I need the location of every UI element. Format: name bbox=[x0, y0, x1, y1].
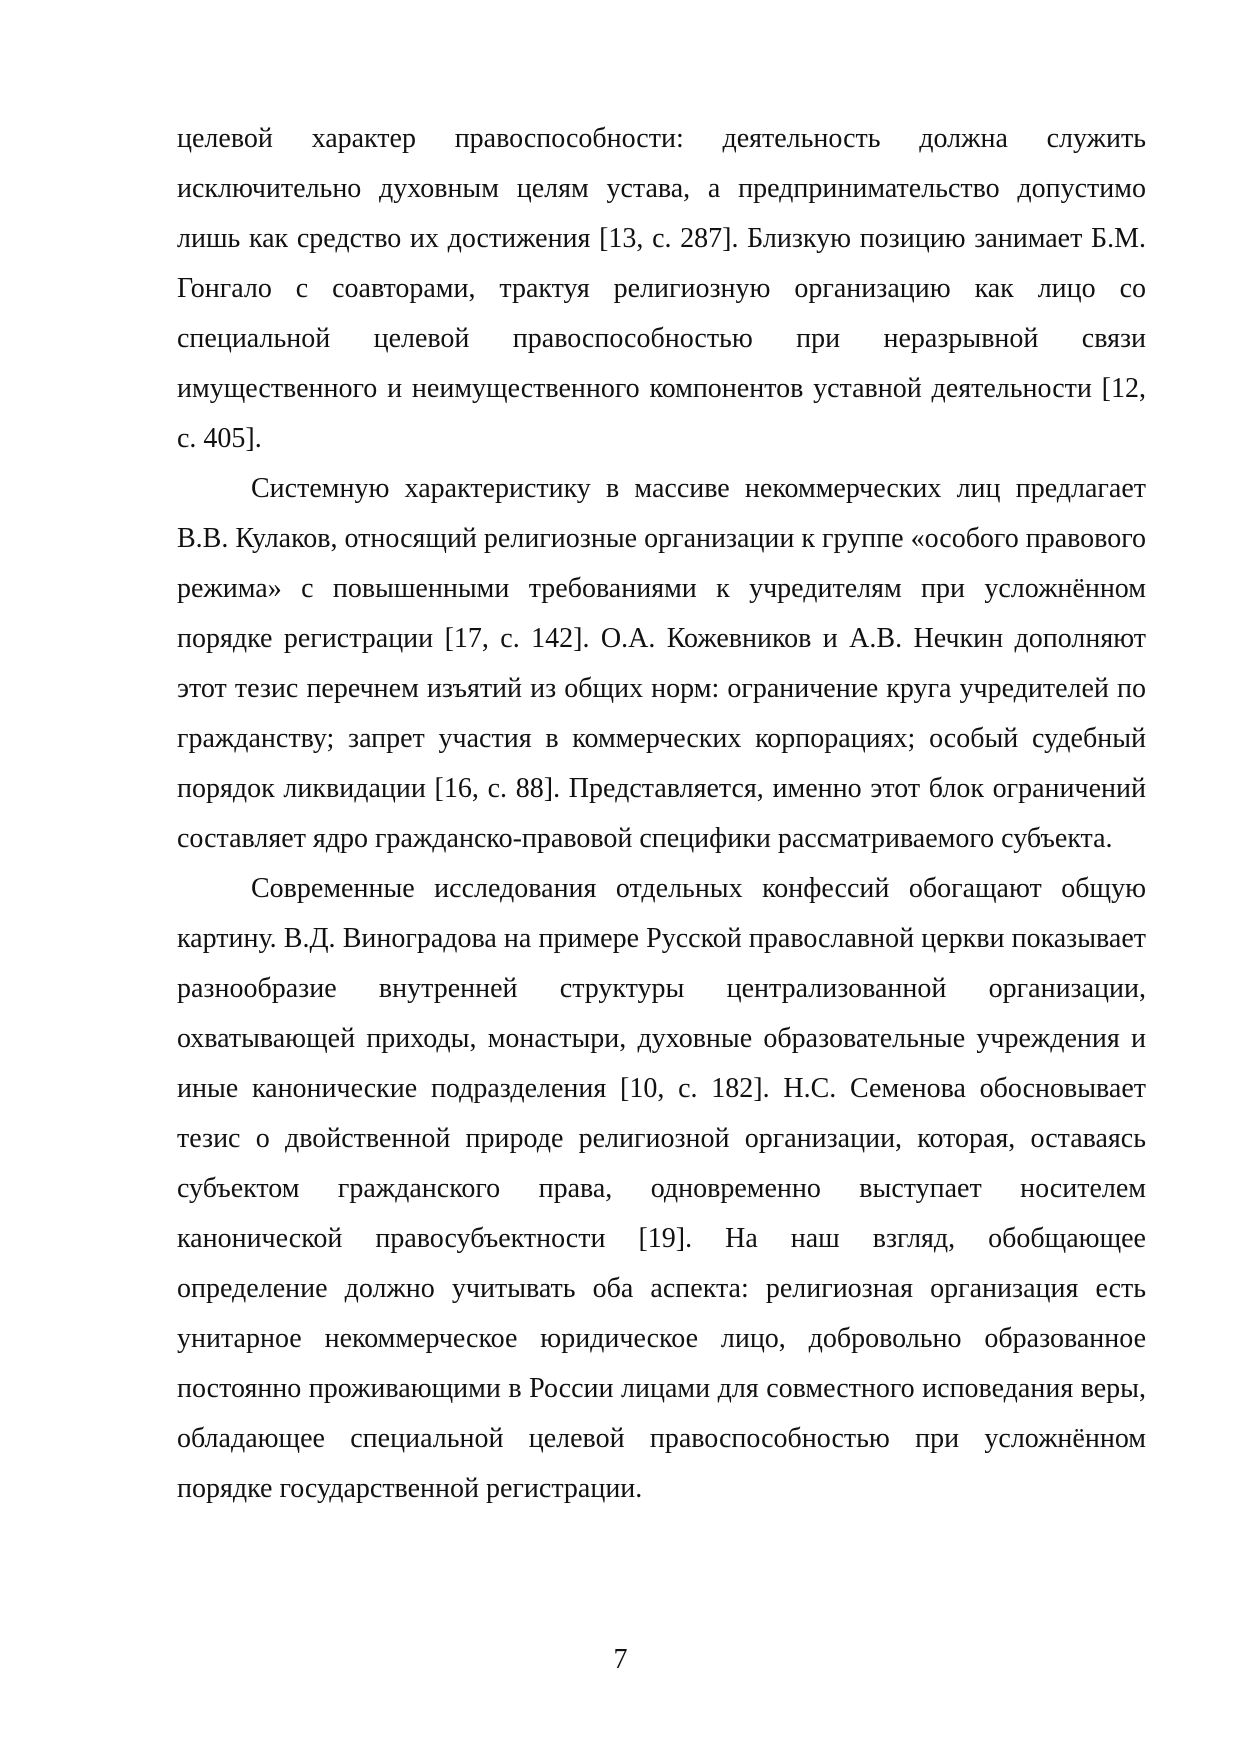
body-text bbox=[177, 114, 1146, 1514]
page-number: 7 bbox=[613, 1644, 628, 1675]
paragraph: Современные исследования отдельных конфессий обогащают общую картину. В.Д. Виноградова на примере Русской православной церкви показывает разнообразие внутренней структуры централизованной организации, охватывающей приходы, монастыри, духовные образовательные учреждения и иные канонические подразделения [10, с. 182]. Н.С. Семенова обосновывает тезис о двойственной природе религиозной организации, которая, оставаясь субъектом гражданского права, одновременно выступает носителем канонической правосубъектности [19]. На наш взгляд, обобщающее определение должно учитывать оба аспекта: религиозная организация есть унитарное некоммерческое юридическое лицо, добровольно образованное постоянно проживающими в России лицами для совместного исповедания веры, обладающее специальной целевой правоспособностью при усложнённом порядке государственной регистрации. bbox=[177, 873, 1146, 1504]
paragraph: Системную характеристику в массиве некоммерческих лиц предлагает В.В. Кулаков, относящий религиозные организации к группе «особого правового режима» с повышенными требованиями к учредителям при усложнённом порядке регистрации [17, с. 142]. О.А. Кожевников и А.В. Нечкин дополняют этот тезис перечнем изъятий из общих норм: ограничение круга учредителей по гражданству; запрет участия в коммерческих корпорациях; особый судебный порядок ликвидации [16, с. 88]. Представляется, именно этот блок ограничений составляет ядро гражданско-правовой специфики рассматриваемого субъекта. bbox=[177, 473, 1146, 854]
paragraph-continuation: целевой характер правоспособности: деятельность должна служить исключительно духовным целям устава, а предпринимательство допустимо лишь как средство их достижения [13, с. 287]. Близкую позицию занимает Б.М. Гонгало с соавторами, трактуя религиозную организацию как лицо со специальной целевой правоспособностью при неразрывной связи имущественного и неимущественного компонентов уставной деятельности [12, с. 405]. bbox=[177, 123, 1146, 454]
